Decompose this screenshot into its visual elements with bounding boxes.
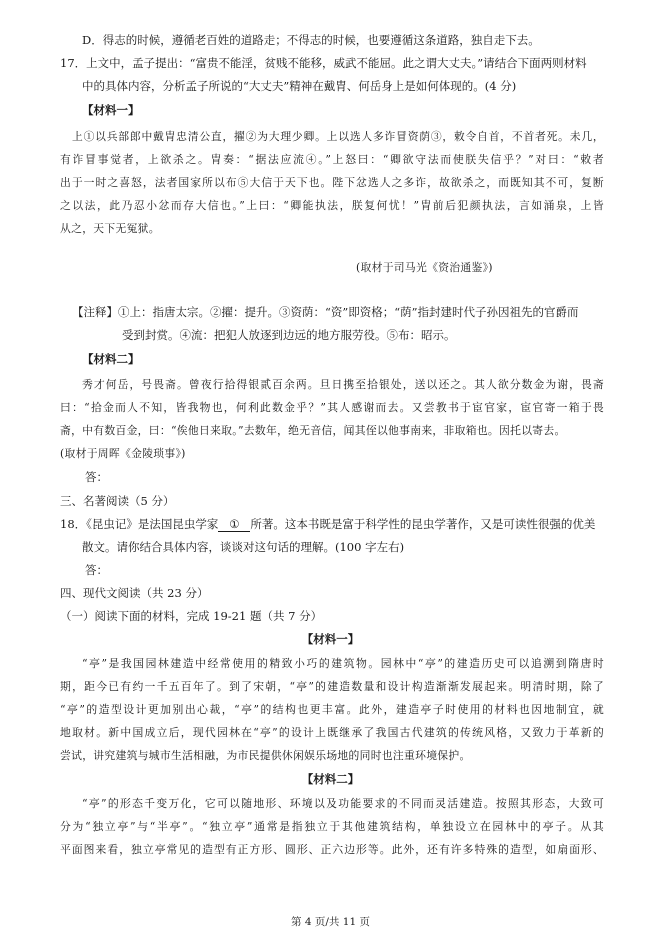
sec4-material1-line: 期，距今已有约一千五百年了。到了宋朝，“亭”的建造数量和设计构造渐渐发展起来。明清时期，除了 <box>60 680 604 693</box>
section4-heading: 四、现代文阅读（共 23 分） <box>60 586 209 600</box>
q17-material1-line: 上①以兵部郎中戴胄忠清公直，擢②为大理少卿。上以选人多诈冒资荫③，敕令自首，不首者死。未几， <box>72 130 604 143</box>
q17-material2-title: 【材料二】 <box>82 352 140 366</box>
q17-material2-source: (取材于周晖《金陵琐事》) <box>60 447 186 460</box>
q17-material2-line: 秀才何岳，号畏斋。曾夜行拾得银贰百余两。旦日携至拾银处，送以还之。其人欲分数金为谢，畏斋 <box>82 378 604 391</box>
q17-note-line1: 【注释】①上：指唐太宗。②擢：提升。③资荫：“资”即资格；“荫”指封建时代子孙因祖先的官爵而 <box>72 305 579 319</box>
sec4-material2-line: “亭”的形态千变万化，它可以随地形、环境以及功能要求的不同而灵活建造。按照其形态，大致可 <box>82 797 604 810</box>
q17-material2-line: 曰：“拾金而人不知，皆我物也，何利此数金乎？”其人感谢而去。又尝教书于宦官家，宦官寄一箱于畏 <box>60 401 604 414</box>
q17-material2-line: 斋，中有数百金，曰：“俟他日来取。”去数年，绝无音信，闻其侄以他事南来，非取箱也。因托以寄去。 <box>60 424 566 437</box>
q17-answer-label: 答： <box>85 470 108 484</box>
option-d: D．得志的时候，遵循老百姓的道路走；不得志的时候，也要遵循这条道路，独自走下去。 <box>82 33 540 47</box>
section4-subheading: （一）阅读下面的材料，完成 19-21 题（共 7 分） <box>60 609 323 623</box>
sec4-material2-title: 【材料二】 <box>301 772 360 786</box>
sec4-material2-line: 分为“独立亭”与“半亭”。“独立亭”通常是指独立于其他建筑结构，单独设立在园林中的亭子。从其 <box>60 820 604 833</box>
sec4-material1-line: “亭”的造型设计更加别出心裁，“亭”的结构也更丰富。此外，建造亭子时使用的材料也因地制宜，就 <box>60 703 604 716</box>
q17-material1-line: 出于一时之喜怒，法者国家所以布⑤大信于天下也。陛下忿选人之多诈，故欲杀之，而既知其不可，复断 <box>60 176 604 189</box>
section3-heading: 三、名著阅读（5 分） <box>60 494 175 508</box>
q18-line2: 散文。请你结合具体内容，谈谈对这句话的理解。(100 字左右) <box>82 540 405 554</box>
q17-material1-line: 之以法，此乃忍小忿而存大信也。”上曰：“卿能执法，朕复何忧！”胄前后犯颜执法，言如涌泉，上皆 <box>60 199 604 212</box>
q18-text-pre: 18．《昆虫记》是法国昆虫学家 <box>60 517 219 531</box>
q17-material1-line: 有诈冒事觉者，上欲杀之。胄奏：“据法应流④。”上怒曰：“卿欲守法而使朕失信乎？”对曰：“敕者 <box>60 153 604 166</box>
sec4-material2-line: 平面图来看，独立亭常见的造型有正方形、圆形、正六边形等。此外，还有许多特殊的造型，如扇面形、 <box>60 843 604 856</box>
sec4-material1-line: 地取材。新中国成立后，现代园林在“亭”的设计上既继承了我国古代建筑的传统风格，又致力于革新的 <box>60 726 604 739</box>
sec4-material1-title: 【材料一】 <box>301 632 360 646</box>
q17-line1: 17．上文中，孟子提出：“富贵不能淫，贫贱不能移，威武不能屈。此之谓大丈夫。”请结合下面两则材料 <box>60 56 587 70</box>
q18-line1 <box>60 517 595 532</box>
sec4-material1-line: 尝试，讲究建筑与城市生活相融，为市民提供休闲娱乐场地的同时也注重环境保护。 <box>60 749 471 762</box>
page-number-footer: 第 4 页/共 11 页 <box>291 916 370 928</box>
q17-line2: 中的具体内容，分析孟子所说的“大丈夫”精神在戴胄、何岳身上是如何体现的。(4 分) <box>82 79 517 93</box>
q18-blank: ① <box>218 517 250 532</box>
q18-text-post: 所著。这本书既是富于科学性的昆虫学著作，又是可读性很强的优美 <box>250 517 596 531</box>
q17-material1-line: 从之，天下无冤狱。 <box>60 222 160 235</box>
q17-note-line2: 受到封赏。④流：把犯人放逐到边远的地方服劳役。⑤布：昭示。 <box>122 328 456 342</box>
q17-material1-source: (取材于司马光《资治通鉴》) <box>356 261 493 274</box>
sec4-material1-line: “亭”是我国园林建造中经常使用的精致小巧的建筑物。园林中“亭”的建造历史可以追溯到隋唐时 <box>82 657 604 670</box>
q17-material1-title: 【材料一】 <box>82 103 140 117</box>
q18-answer-label: 答： <box>85 563 108 577</box>
